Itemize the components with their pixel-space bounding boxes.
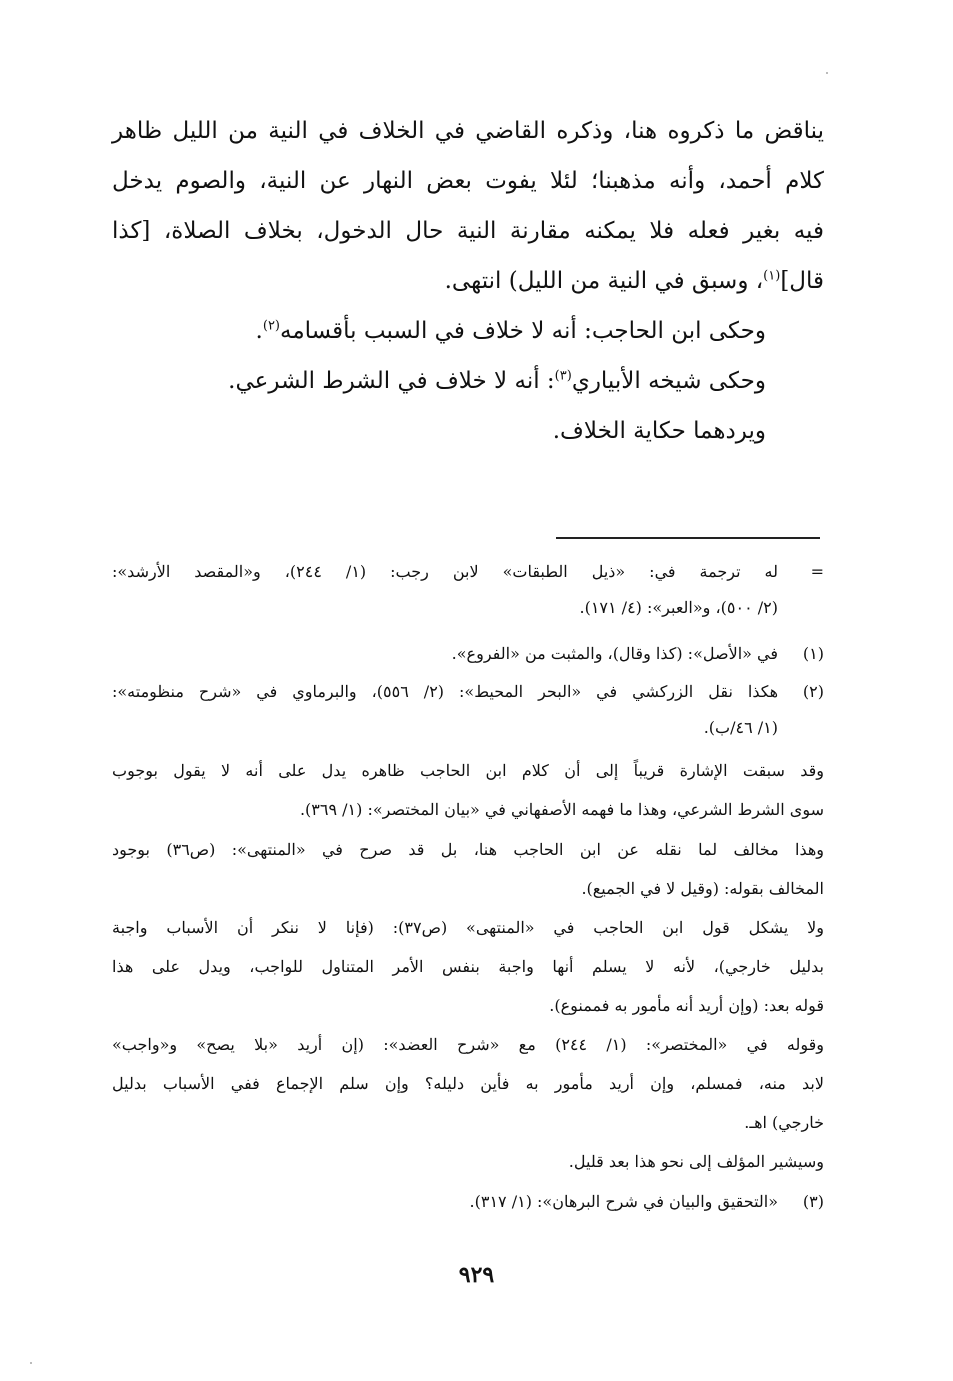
main-line-5 (112, 318, 766, 344)
main-line-1: يناقض ما ذكروه هنا، وذكره القاضي في الخلاف في النية من الليل ظاهر (112, 118, 824, 144)
footnote-ref-3: (٣) (554, 368, 572, 384)
main-line-7: ويردهما حكاية الخلاف. (552, 418, 766, 444)
main-line-4-end: ، وسبق في النية من الليل) انتهى. (444, 268, 764, 294)
scan-speck (826, 72, 828, 74)
page-number: ٩٢٩ (458, 1262, 495, 1288)
footnote-2-line-8: بدليل خارجي)، لأنه لا يسلم أنها واجبة بنفس الأمر المتناول للواجب، ويدل على هذا (112, 957, 824, 976)
footnote-2-line-10: وقوله في «المختصر»: (١/ ٢٤٤) مع «شرح العضد»: (إن أريد «بلا يصح» و«واجب» (112, 1035, 824, 1054)
footnote-2-line-13: وسيشير المؤلف إلى نحو هذا بعد قليل. (568, 1152, 824, 1171)
footnote-2-line-3: وقد سبقت الإشارة قريباً إلى أن كلام ابن الحاجب ظاهره يدل على أنه لا يقول بوجوب (112, 761, 824, 780)
footnote-1-line-1: في «الأصل»: (كذا وقال)، والمثبت من «الفروع». (451, 644, 778, 663)
footnote-2-line-4: سوى الشرط الشرعي، وهذا ما فهمه الأصفهاني في «بيان المختصر»: (١/ ٣٦٩). (299, 800, 824, 819)
main-line-6-start: وحكى شيخه الأبياري (571, 368, 766, 394)
footnote-2-line-12: خارجي) اهـ. (744, 1113, 824, 1132)
footnote-ref-1: (١) (763, 268, 781, 284)
footnote-2-line-9: قوله بعد: (وإن أريد أنه مأمور به فممنوع). (549, 996, 824, 1015)
main-line-5-start: وحكى ابن الحاجب: أنه لا خلاف في السبب بأقسامه (280, 318, 766, 344)
main-line-4 (112, 268, 824, 294)
footnote-separator (556, 537, 820, 539)
footnote-2-line-5: وهذا مخالف لما نقله عن ابن الحاجب هنا، بل قد صرح في «المنتهى»: (ص٣٦) بوجود (112, 840, 825, 859)
footnote-2-line-11: لابد منه، فمسلم، وإن أريد مأمور به فأين دليله؟ وإن سلم الإجماع ففي الأسباب بدليل (112, 1074, 824, 1093)
main-line-2: كلام أحمد، وأنه مذهبنا؛ لئلا يفوت بعض النهار عن النية، والصوم يدخل (112, 168, 824, 194)
footnote-2-line-1: هكذا نقل الزركشي في «البحر المحيط»: (٢/ ٥٥٦)، والبرماوي في «شرح منظومته»: (112, 682, 779, 701)
footnote-2-line-6: المخالف بقوله: (وقيل لا في الجميع). (581, 879, 824, 898)
footnote-2-line-7: ولا يشكل قول ابن الحاجب في «المنتهى» (ص٣٧): (فإنا لا ننكر أن الأسباب واجبة (112, 918, 825, 937)
main-line-3: فيه بغير فعله فلا يمكنه مقارنة النية حال الدخول، بخلاف الصلاة، [كذا (112, 218, 824, 244)
main-line-6-end: : أنه لا خلاف في الشرط الشرعي. (228, 368, 555, 394)
footnote-ref-2: (٢) (262, 318, 280, 334)
main-line-4-start: قال] (780, 268, 824, 294)
scan-speck (30, 1362, 32, 1364)
footnote-2-number: (٢) (802, 682, 824, 701)
footnote-3-line-1: «التحقيق والبيان في شرح البرهان»: (١/ ٣١٧). (469, 1192, 778, 1211)
continuation-line-1: له ترجمة في: «ذيل الطبقات» لابن رجب: (١/ ٢٤٤)، و«المقصد الأرشد»: (112, 562, 778, 581)
footnote-1-number: (١) (802, 644, 824, 663)
main-line-5-end: . (255, 318, 263, 344)
footnote-3-number: (٣) (802, 1192, 824, 1211)
continuation-line-2: (٢/ ٥٠٠)، و«العبر»: (٤/ ١٧١). (579, 598, 778, 617)
footnote-2-line-2: (١/ ٤٦/ب). (703, 718, 778, 737)
continuation-marker: = (810, 562, 824, 581)
main-line-6 (112, 368, 766, 394)
